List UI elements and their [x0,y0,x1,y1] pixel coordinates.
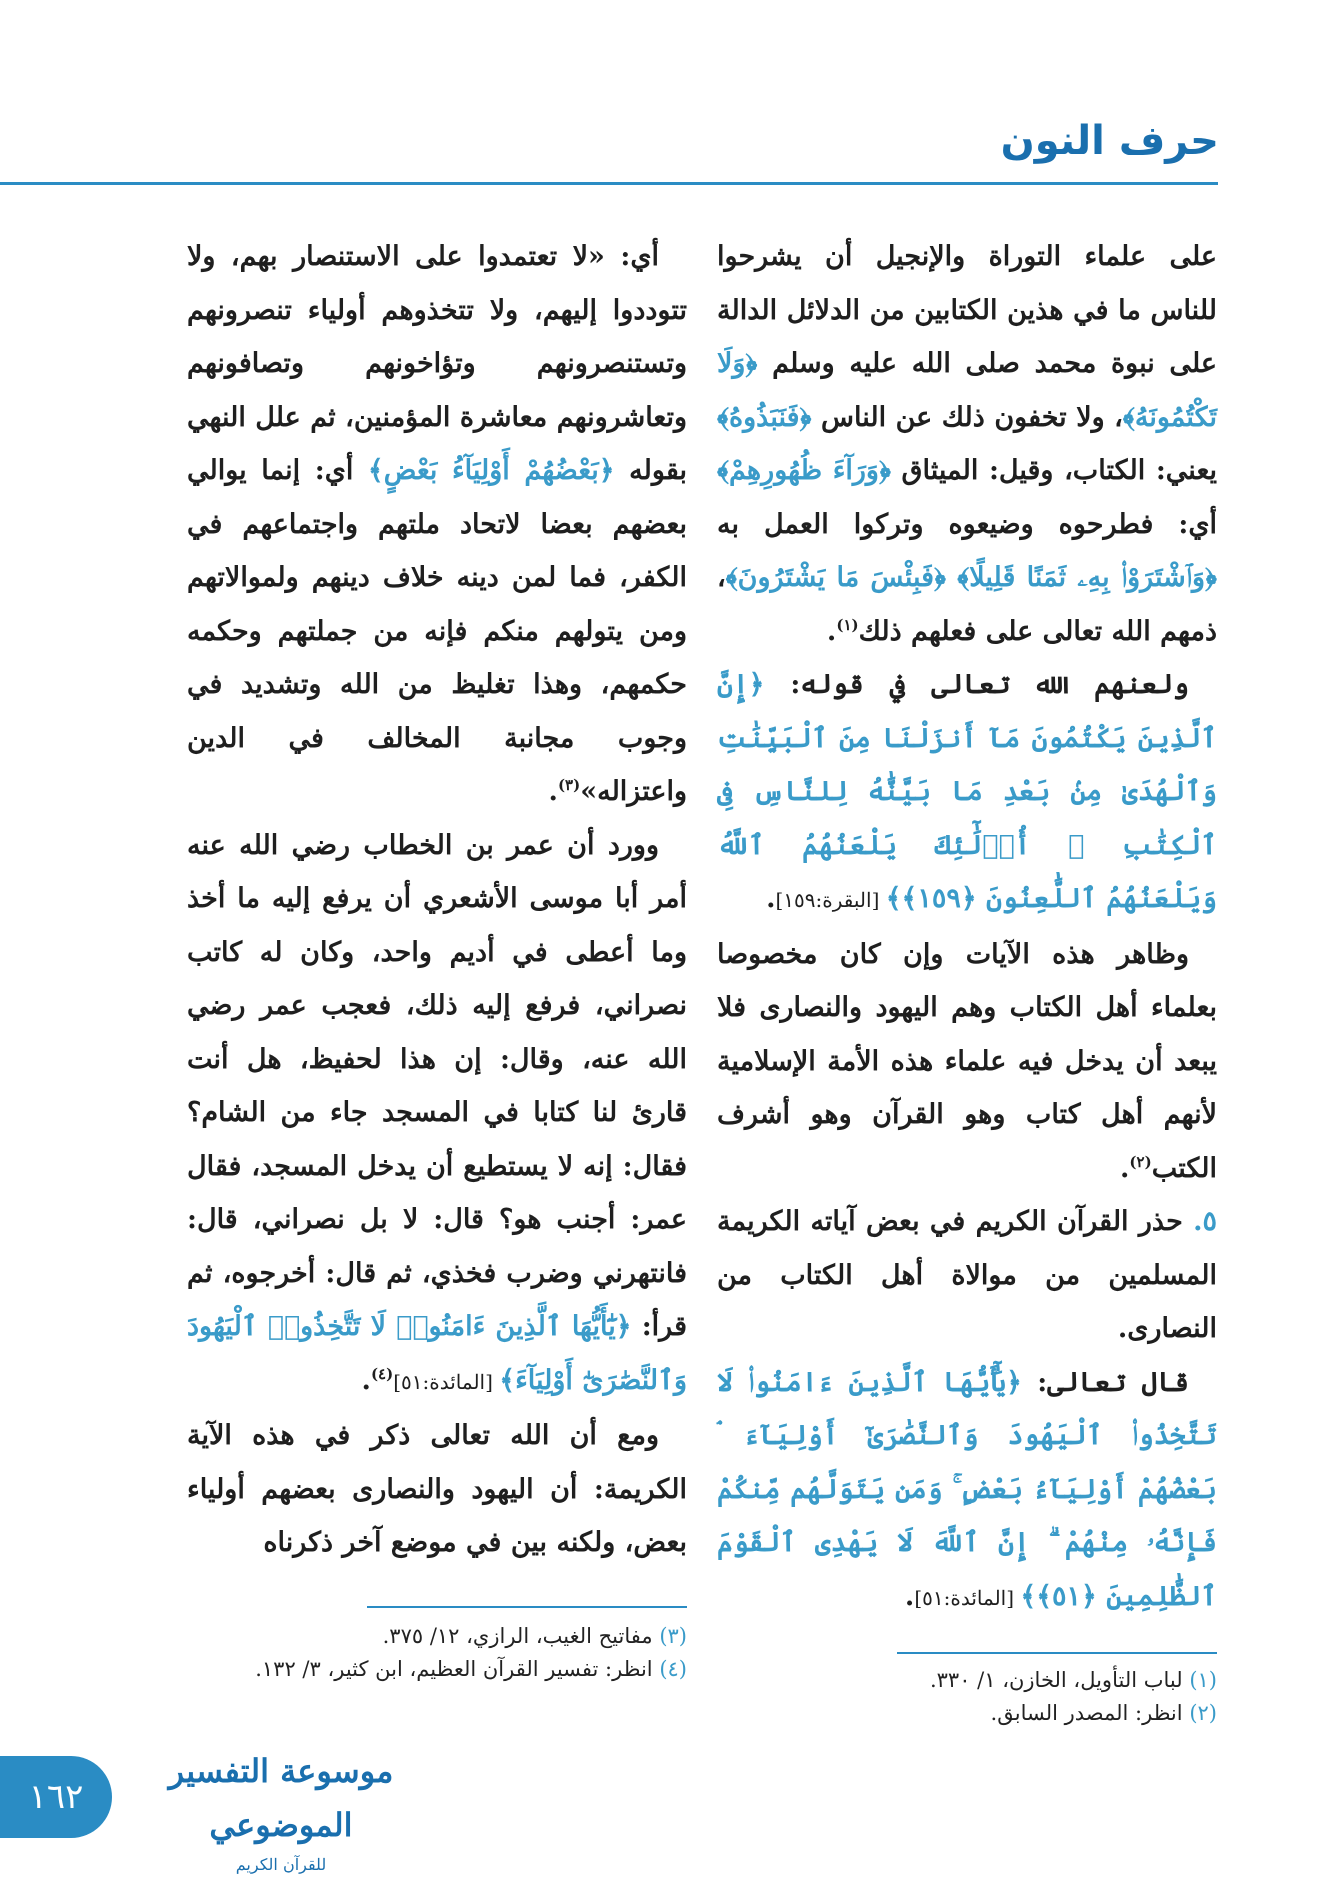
text: ولعنهم الله تعالى في قوله: [764,669,1189,700]
verse-reference: [المائدة:٥١] [914,1585,1021,1610]
text [946,562,957,593]
footnote-number: (٢) [1189,1701,1217,1725]
quran-verse: ﴿يَٰٓأَيُّهَا ٱلَّذِينَ ءَامَنُوا۟ لَا تَتَّخِذُوا۟ ٱلْيَهُودَ وَٱلنَّصَٰرَىٰٓ أَوْلِيَآءَ ۘ بَعْضُهُمْ أَوْلِيَآءُ بَعْضٍ ۚ وَمَن يَتَوَلَّهُم مِّنكُمْ فَإِنَّهُۥ مِنْهُمْ ۗ إِنَّ ٱللَّهَ لَا يَهْدِى ٱلْقَوْمَ ٱلظَّٰلِمِينَ ﴿٥١﴾﴾ [717,1366,1217,1612]
heading-text: حذر القرآن الكريم في بعض آياته الكريمة المسلمين من موالاة أهل الكتاب من النصارى. [717,1206,1217,1344]
text: ، ولا تخفون ذلك عن الناس [811,401,1123,433]
series-subtitle: للقرآن الكريم [235,1855,327,1874]
quran-verse: ﴿فَبِئْسَ مَا يَشْتَرُونَ﴾ [725,562,947,593]
quran-verse: ﴿وَٱشْتَرَوْا۟ بِهِۦ ثَمَنًا قَلِيلًا﴾ [957,562,1217,593]
footnote [717,1664,1217,1697]
footnotes-left [187,1620,687,1686]
text: . [1120,1152,1130,1184]
text: يعني: الكتاب، وقيل: الميثاق [890,455,1217,486]
footnote-text: انظر: المصدر السابق. [990,1701,1183,1725]
text: وورد أن عمر بن الخطاب رضي الله عنه أمر أبا موسى الأشعري أن يرفع إليه ما أخذ وما أعطى في أديم واحد، وكان له كاتب نصراني، فرفع إليه ذلك، فعجب عمر رضي الله عنه، وقال: إن هذا لحفيظ، هل أنت قارئ لنا كتابا في المسجد جاء من الشام؟ فقال: إنه لا يستطيع أن يدخل المسجد، فقال عمر: أجنب هو؟ قال: لا بل نصراني، قال: فانتهرني وضرب فخذي، ثم قال: أخرجوه، ثم قرأ: [187,829,687,1342]
text: قال تعالى: [1022,1366,1189,1398]
item-number: ٥. [1193,1206,1217,1237]
footnote-text: انظر: تفسير القرآن العظيم، ابن كثير، ٣/ ١٣٢. [255,1657,653,1681]
footnote-separator [897,1652,1217,1654]
chapter-title: حرف النون [1000,118,1219,164]
text: . [548,776,558,807]
footnote-number: (٣) [659,1624,687,1648]
footnote-ref[interactable]: (١) [836,615,859,634]
quran-verse: ﴿إِنَّ ٱلَّذِينَ يَكْتُمُونَ مَآ أَنزَلْنَا مِنَ ٱلْبَيِّنَٰتِ وَٱلْهُدَىٰ مِنۢ بَعْدِ مَا بَيَّنَّٰهُ لِلنَّاسِ فِى ٱلْكِتَٰبِ ۙ أُو۟لَٰٓئِكَ يَلْعَنُهُمُ ٱللَّهُ وَيَلْعَنُهُمُ ٱللَّٰعِنُونَ ﴿١٥٩﴾﴾ [717,669,1217,914]
quran-verse: ﴿وَلَا تَكْتُمُونَهُ﴾ [717,348,1217,433]
quran-verse: ﴿يَٰٓأَيُّهَا ٱلَّذِينَ ءَامَنُوا۟ لَا تَتَّخِذُوا۟ ٱلْيَهُودَ وَٱلنَّصَٰرَىٰٓ أَوْلِيَآءَ﴾ [187,1311,687,1396]
paragraph [717,1356,1217,1626]
paragraph [187,1409,687,1570]
quran-verse: ﴿وَرَآءَ ظُهُورِهِمْ﴾ [717,455,891,486]
quran-verse: ﴿فَنَبَذُوهُ﴾ [717,401,812,433]
paragraph [717,658,1217,928]
quran-verse: ﴿بَعْضُهُمْ أَوْلِيَآءُ بَعْضٍ﴾ [367,455,615,486]
footnote-text: لباب التأويل، الخازن، ١/ ٣٣٠. [929,1668,1183,1692]
paragraph [717,230,1217,658]
page-number-badge [0,1756,112,1838]
paragraph [187,230,687,819]
numbered-heading [717,1195,1217,1356]
footnote-number: (١) [1189,1668,1217,1692]
page-number: ١٦٢ [28,1777,84,1817]
footnote-ref[interactable]: (٢) [1129,1152,1152,1171]
text: وظاهر هذه الآيات وإن كان مخصوصا بعلماء أهل الكتاب وهم اليهود والنصارى فلا يبعد أن يدخل فيه علماء هذه الأمة الإسلامية لأنهم أهل كتاب وهو القرآن وهو أشرف الكتب [717,938,1217,1184]
text: . [826,615,837,647]
header-rule [0,182,1218,185]
text: على علماء التوراة والإنجيل أن يشرحوا للناس ما في هذين الكتابين من الدلائل الدالة على نبوة محمد صلى الله عليه وسلم [717,241,1217,379]
text: . [766,883,776,914]
right-column [717,230,1217,1625]
series-logo [156,1744,406,1874]
text: . [361,1364,371,1396]
footnote [717,1697,1217,1730]
text: . [904,1580,915,1612]
footnote [187,1620,687,1653]
footnote-text: مفاتيح الغيب، الرازي، ١٢/ ٣٧٥. [382,1624,653,1648]
footnotes-right [717,1664,1217,1730]
paragraph [187,819,687,1410]
text: ومع أن الله تعالى ذكر في هذه الآية الكريمة: أن اليهود والنصارى بعضهم أولياء بعض، ولكنه بين في موضع آخر ذكرناه [187,1420,687,1558]
footnote-number: (٤) [659,1657,687,1681]
text: أي: «لا تعتمدوا على الاستنصار بهم، ولا تتوددوا إليهم، ولا تتخذوهم أولياء تنصرونهم وتستنصرونهم وتؤاخونهم وتصافونهم وتعاشرونهم معاشرة المؤمنين، ثم علل النهي بقوله [187,241,687,486]
footnote [187,1653,687,1686]
text: أي: فطرحوه وضيعوه وتركوا العمل به [717,508,1217,540]
text: ، ذمهم الله تعالى على فعلهم ذلك [717,562,1217,647]
paragraph [717,928,1217,1196]
footnote-ref[interactable]: (٤) [370,1364,394,1383]
footnote-separator [367,1606,687,1608]
left-column [187,230,687,1570]
verse-reference: [المائدة:٥١] [393,1369,500,1394]
text: أي: إنما يوالي بعضهم بعضا لاتحاد ملتهم واجتماعهم في الكفر، فما لمن دينه خلاف دينهم ولموالاتهم ومن يتولهم منكم فإنه من جملتهم وحكمه حكمهم، وهذا تغليظ من الله وتشديد في وجوب مجانبة المخالف في الدين واعتزاله» [187,455,687,807]
series-title: موسوعة التفسير الموضوعي [168,1752,394,1844]
verse-reference: [البقرة:١٥٩] [775,888,886,912]
footnote-ref[interactable]: (٣) [557,776,581,794]
